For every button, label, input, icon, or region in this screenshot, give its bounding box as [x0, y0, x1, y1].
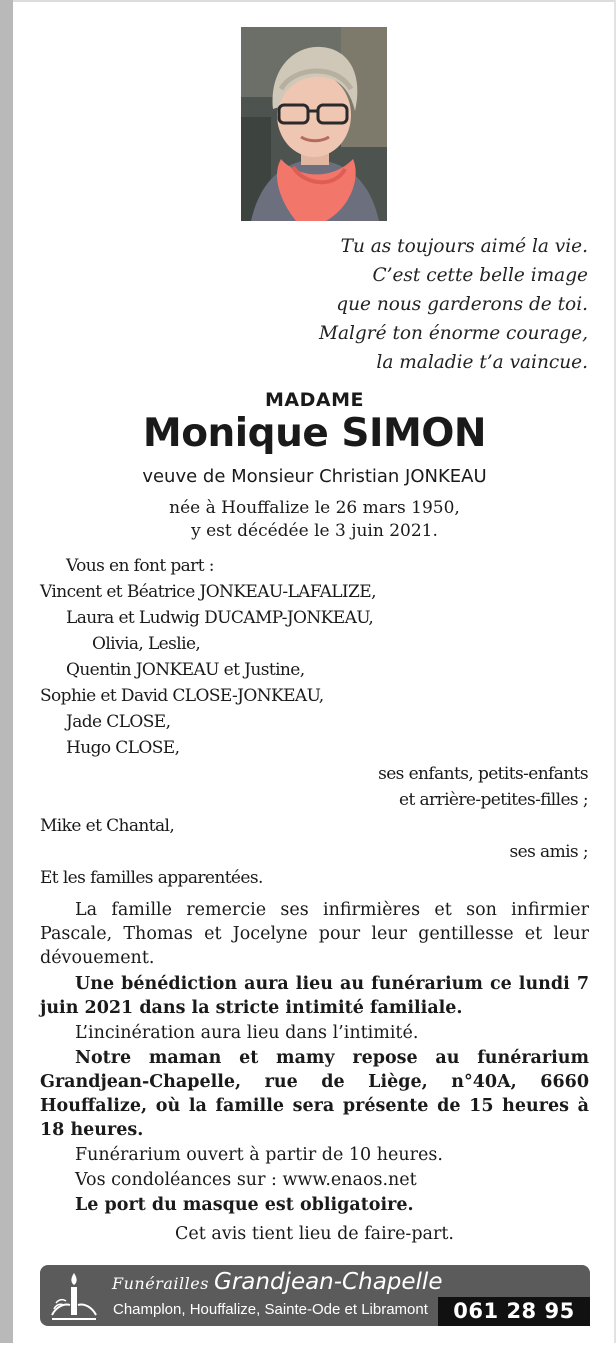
friends-names: Mike et Chantal,	[40, 816, 175, 836]
honorific: MADAME	[265, 389, 364, 411]
poem-line: Malgré ton énorme courage,	[319, 323, 588, 344]
poem	[319, 232, 588, 377]
phone-number[interactable]: 061 28 95 43	[438, 1297, 590, 1326]
relation-friends: ses amis ;	[509, 842, 588, 862]
family-member: Vincent et Béatrice JONKEAU-LAFALIZE,	[40, 582, 376, 602]
deceased-name: Monique SIMON	[142, 411, 487, 456]
opening-hours-line: Funérarium ouvert à partir de 10 heures.	[75, 1145, 443, 1165]
cremation-line: L’incinération aura lieu dans l’intimité.	[75, 1023, 419, 1043]
mask-notice: Le port du masque est obligatoire.	[75, 1195, 414, 1215]
family-member: Olivia, Leslie,	[92, 634, 201, 654]
birth-line: née à Houffalize le 26 mars 1950,	[169, 498, 460, 518]
birth-death-dates	[13, 497, 616, 543]
page-border-left	[0, 0, 13, 1343]
page-border-top	[13, 0, 616, 2]
family-member: Jade CLOSE,	[66, 712, 171, 732]
thanks-paragraph: La famille remercie ses infirmières et son infirmier Pascale, Thomas et Jocelyne pour leur gentillesse et leur dévouement.	[40, 900, 589, 968]
widow-of: veuve de Monsieur Christian JONKEAU	[142, 466, 487, 487]
family-intro: Vous en font part :	[66, 556, 214, 576]
funeral-home-banner	[40, 1265, 590, 1352]
poem-line: la maladie t’a vaincue.	[376, 352, 588, 373]
family-member: Quentin JONKEAU et Justine,	[66, 660, 305, 680]
brand-prefix: Funérailles	[112, 1274, 209, 1293]
poem-line: Tu as toujours aimé la vie.	[340, 236, 588, 257]
death-line: y est décédée le 3 juin 2021.	[191, 521, 438, 541]
family-member: Hugo CLOSE,	[66, 738, 180, 758]
faire-part-notice: Cet avis tient lieu de faire-part.	[175, 1224, 454, 1244]
related-families: Et les familles apparentées.	[40, 868, 263, 888]
family-member: Sophie et David CLOSE-JONKEAU,	[40, 686, 324, 706]
family-member: Laura et Ludwig DUCAMP-JONKEAU,	[66, 608, 374, 628]
funeral-home-name	[112, 1269, 442, 1295]
relation-children: ses enfants, petits-enfants	[378, 764, 588, 784]
candle-logo-icon	[46, 1269, 102, 1323]
poem-line: C’est cette belle image	[372, 265, 588, 286]
condolences-line: Vos condoléances sur : www.enaos.net	[75, 1170, 417, 1190]
poem-line: que nous garderons de toi.	[336, 294, 588, 315]
blessing-paragraph: Une bénédiction aura lieu au funérarium ce lundi 7 juin 2021 dans la stricte intimité familiale.	[40, 974, 589, 1018]
portrait-photo	[241, 27, 387, 221]
brand-name: Grandjean-Chapelle	[214, 1269, 443, 1295]
resting-place-paragraph: Notre maman et mamy repose au funérarium Grandjean-Chapelle, rue de Liège, n°40A, 6660 Houffalize, où la famille sera présente de 15 heures à 18 heures.	[40, 1048, 589, 1140]
funeral-home-locations: Champlon, Houffalize, Sainte-Ode et Libramont	[113, 1301, 428, 1318]
relation-great-grandchildren: et arrière-petites-filles ;	[398, 790, 588, 810]
